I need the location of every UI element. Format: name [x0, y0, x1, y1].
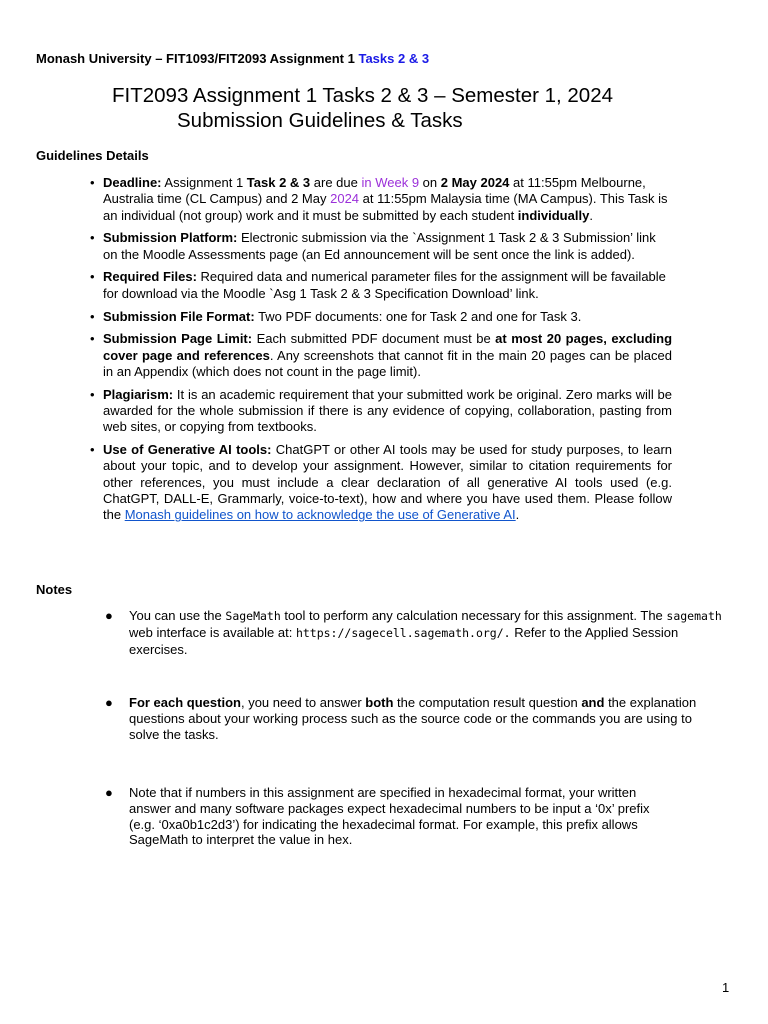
note-bold: For each question	[129, 695, 241, 710]
header-highlight: Tasks 2 & 3	[358, 51, 430, 66]
note-text: web interface is available at:	[129, 624, 296, 640]
deadline-text: are due	[310, 175, 362, 190]
note-bold: both	[365, 695, 394, 710]
note-hexadecimal	[105, 785, 665, 848]
format-label: Submission File Format:	[103, 308, 255, 324]
note-text: You can use the	[129, 608, 226, 623]
deadline-label: Deadline:	[103, 175, 162, 190]
format-item	[90, 309, 672, 325]
deadline-text: at 11:55pm Malaysia time (MA Campus). This Task is an individual (not group) work and it must be submitted by each student	[103, 191, 668, 223]
header-text: Monash University – FIT1093/FIT2093 Assignment 1	[36, 51, 359, 66]
bullet-icon: •	[90, 331, 95, 347]
note-text: the explanation questions about your working process such as the source code or the commands you are using to solve the tasks.	[129, 695, 697, 742]
bullet-icon: •	[90, 308, 95, 324]
platform-label: Submission Platform:	[103, 230, 238, 246]
page-limit-bold: at most 20 pages, excluding cover page and references	[103, 331, 673, 363]
note-each-question	[105, 695, 725, 742]
note-code: sagemath	[666, 609, 722, 623]
deadline-task: Task 2 & 3	[246, 175, 311, 190]
title-line-1: FIT2093 Assignment 1 Tasks 2 & 3 – Semester 1, 2024	[112, 84, 614, 107]
deadline-item	[90, 175, 672, 224]
bullet-icon: •	[90, 230, 95, 246]
note-sagemath	[105, 608, 725, 657]
bullet-icon: •	[90, 175, 95, 190]
deadline-text: at 11:55pm Melbourne, Australia time (CL Campus) and 2 May	[103, 175, 646, 207]
genai-end: .	[515, 507, 520, 523]
running-header	[36, 51, 429, 66]
deadline-text: .	[589, 207, 593, 223]
deadline-individually: individually	[517, 207, 590, 223]
note-text: tool to perform any calculation necessary for this assignment. The	[280, 608, 667, 623]
plagiarism-label: Plagiarism:	[103, 386, 174, 402]
title-line-2: Submission Guidelines & Tasks	[177, 109, 463, 132]
note-text: the computation result question	[393, 695, 582, 710]
genai-label: Use of Generative AI tools:	[103, 442, 272, 458]
note-text: Note that if numbers in this assignment are specified in hexadecimal format, your written answer and many software packages expect hexadecimal numbers to be input a ‘0x’ prefix (e.g. ‘0xa0b1c2d3’) for indicating the hexadecimal format. For example, this prefix allows SageMath to interpret the value in hex.	[129, 785, 650, 848]
page-limit-item	[90, 331, 672, 380]
bullet-icon: ●	[105, 608, 113, 623]
platform-item	[90, 230, 672, 263]
deadline-week: in Week 9	[361, 175, 420, 190]
sagecell-url[interactable]: https://sagecell.sagemath.org/.	[295, 625, 511, 640]
files-label: Required Files:	[103, 269, 197, 285]
deadline-text: on	[419, 175, 441, 190]
genai-item	[90, 442, 672, 523]
page-limit-label: Submission Page Limit:	[103, 331, 253, 347]
deadline-year: 2024	[330, 191, 360, 207]
files-item	[90, 269, 672, 302]
page-limit-text: . Any screenshots that cannot fit in the main 20 pages can be placed in an Appendix (which does not count in the page limit).	[103, 347, 672, 379]
bullet-icon: •	[90, 386, 95, 402]
bullet-icon: •	[90, 269, 95, 285]
guidelines-list	[90, 175, 672, 530]
genai-text: ChatGPT or other AI tools may be used for study purposes, to learn about your topic, and to develop your assignment. However, similar to citation requirements for other references, you must include a clear declaration of all generative AI tools used (e.g. ChatGPT, DALL-E, Grammarly, voice-to-text), how and where you have used them. Please follow the	[103, 442, 672, 523]
deadline-date: 2 May 2024	[440, 175, 510, 190]
note-code: SageMath	[225, 609, 281, 623]
bullet-icon: •	[90, 442, 95, 458]
page-limit-text: Each submitted PDF document must be	[252, 331, 496, 347]
format-text: Two PDF documents: one for Task 2 and one for Task 3.	[254, 308, 582, 324]
note-text: , you need to answer	[240, 695, 366, 710]
page-number: 1	[722, 980, 730, 995]
files-text: Required data and numerical parameter files for the assignment will be favailable for download via the Moodle `Asg 1 Task 2 & 3 Specification Download’ link.	[103, 269, 666, 301]
plagiarism-item	[90, 387, 672, 436]
note-bold: and	[581, 695, 605, 710]
platform-text: Electronic submission via the `Assignment 1 Task 2 & 3 Submission’ link on the Moodle Assessments page (an Ed announcement will be sent once the link is added).	[103, 230, 656, 262]
bullet-icon: ●	[105, 785, 113, 800]
note-text: Refer to the Applied Session exercises.	[129, 624, 679, 657]
guidelines-heading: Guidelines Details	[36, 148, 149, 163]
bullet-icon: ●	[105, 695, 113, 710]
plagiarism-text: It is an academic requirement that your submitted work be original. Zero marks will be awarded for the whole submission if there is any evidence of copying, collaboration, pasting from web sites, or copying from textbooks.	[103, 386, 672, 435]
monash-genai-guidelines-link[interactable]: Monash guidelines on how to acknowledge the use of Generative AI	[124, 507, 516, 523]
deadline-text: Assignment 1	[161, 175, 247, 190]
notes-heading: Notes	[36, 582, 73, 597]
